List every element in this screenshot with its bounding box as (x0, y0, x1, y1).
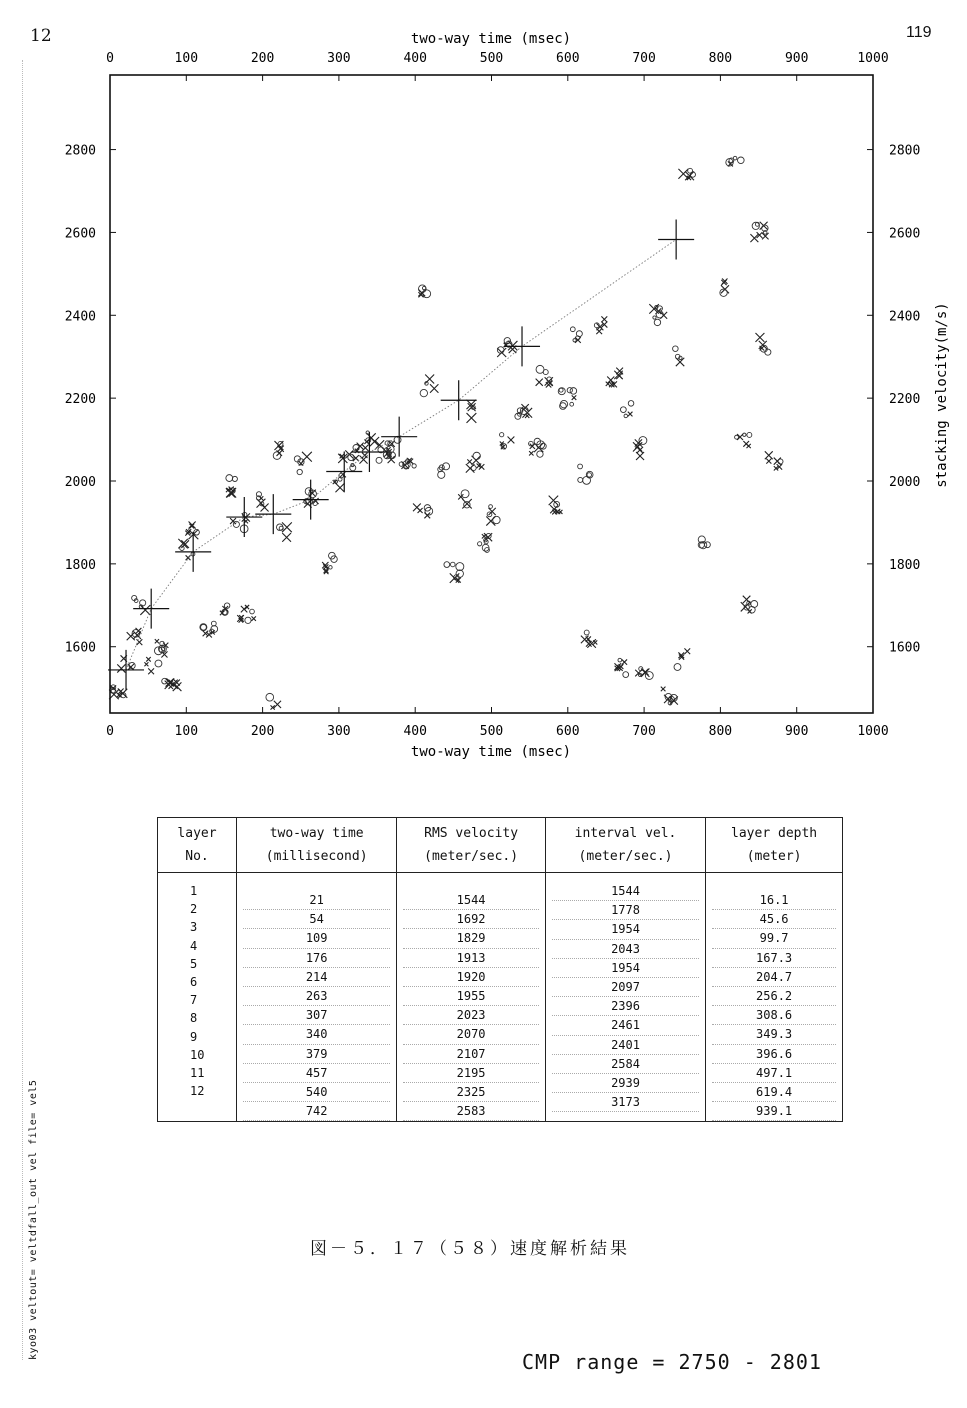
table-cell: 2023 (403, 1006, 539, 1025)
table-cell: 1544 (552, 882, 699, 901)
semblance-mark (201, 624, 207, 630)
table-cell: 349.3 (712, 1025, 836, 1044)
table-cell: 379 (243, 1045, 390, 1064)
semblance-mark (661, 687, 666, 692)
header-line: No. (185, 849, 209, 864)
cmp-range: CMP range = 2750 - 2801 (522, 1350, 822, 1374)
table-cell: 2584 (552, 1055, 699, 1074)
semblance-mark (245, 617, 251, 623)
semblance-mark (673, 346, 679, 352)
semblance-mark (558, 510, 562, 514)
semblance-mark (456, 563, 464, 571)
table-header-row (158, 818, 843, 873)
y-tick-label-right: 2000 (889, 475, 921, 490)
velocity-pick (504, 326, 540, 366)
table-cell: 99.7 (712, 929, 836, 948)
semblance-mark (765, 451, 773, 459)
table-cell: 1954 (552, 959, 699, 978)
semblance-mark (570, 388, 577, 395)
table-cell: 1544 (403, 891, 539, 910)
header-line: RMS velocity (424, 826, 519, 841)
semblance-mark (466, 464, 475, 473)
semblance-mark (623, 672, 629, 678)
semblance-mark (653, 316, 656, 319)
x-tick-label-bottom: 700 (632, 724, 656, 739)
semblance-mark (226, 475, 233, 482)
semblance-mark (584, 630, 589, 635)
y-tick-label-left: 2200 (64, 392, 96, 408)
semblance-mark (576, 331, 582, 337)
table-cell: 4 (190, 938, 198, 953)
semblance-mark (622, 659, 627, 664)
table-cell: 167.3 (712, 949, 836, 968)
semblance-mark (194, 529, 200, 535)
x-tick-label-bottom: 100 (174, 724, 199, 739)
semblance-mark (232, 476, 237, 481)
velocity-pick (226, 497, 262, 537)
table-cell: 11 (190, 1065, 205, 1080)
semblance-mark (186, 555, 191, 560)
y-tick-label-left: 2000 (64, 475, 96, 490)
semblance-mark (620, 407, 626, 413)
x-tick-label-bottom: 900 (784, 724, 809, 739)
axes (65, 51, 921, 739)
semblance-mark (128, 664, 134, 670)
table-cell: 2939 (552, 1074, 699, 1093)
semblance-mark (473, 452, 480, 459)
semblance-mark (277, 450, 283, 456)
table-cell: 340 (243, 1025, 390, 1044)
semblance-mark (578, 464, 583, 469)
semblance-mark (560, 400, 567, 407)
page-number-left: 12 (30, 26, 52, 46)
semblance-mark (637, 447, 643, 453)
semblance-mark (628, 401, 634, 407)
table-cell: 204.7 (712, 968, 836, 987)
x-tick-label-top: 0 (106, 51, 114, 66)
header-interval (545, 818, 705, 873)
velocity-pick (108, 650, 144, 690)
table-cell: 2195 (403, 1064, 539, 1083)
table-cell: 2070 (403, 1025, 539, 1044)
side-note: kyo03 veltout= veltdfall_out vel file= vel5 (28, 1079, 39, 1360)
table-cell: 540 (243, 1083, 390, 1102)
semblance-mark (155, 660, 162, 667)
semblance-mark (173, 682, 182, 691)
semblance-mark (274, 701, 281, 708)
y-tick-label-left: 1800 (64, 557, 96, 573)
table-cell: 1955 (403, 987, 539, 1006)
semblance-mark (362, 445, 369, 452)
semblance-mark (370, 437, 379, 446)
table-cell: 1692 (403, 910, 539, 929)
velocity-function-line (126, 239, 676, 669)
x-tick-label-top: 400 (403, 51, 427, 66)
x-tick-label-bottom: 500 (479, 724, 504, 739)
header-rms (397, 818, 546, 873)
x-tick-label-bottom: 0 (106, 724, 114, 739)
semblance-mark (118, 689, 127, 698)
table-cell: 1 (190, 884, 198, 898)
semblance-mark (559, 388, 563, 392)
y-tick-label-right: 1800 (889, 557, 921, 573)
table-cell: 2325 (403, 1083, 539, 1102)
semblance-mark (570, 402, 574, 406)
table-cell: 1920 (403, 968, 539, 987)
table-cell: 54 (243, 910, 390, 929)
semblance-mark (733, 156, 737, 160)
semblance-mark (140, 600, 146, 606)
semblance-mark (624, 414, 628, 418)
header-line: (millisecond) (265, 849, 368, 864)
semblance-mark (136, 628, 142, 634)
velocity-pick (133, 589, 169, 629)
semblance-mark (418, 508, 423, 513)
semblance-mark (766, 459, 771, 464)
x-tick-label-top: 100 (174, 51, 199, 66)
velocity-pick (293, 480, 329, 520)
y-tick-label-right: 1600 (889, 640, 921, 656)
table-cell: 256.2 (712, 987, 836, 1006)
y-tick-label-right: 2400 (889, 309, 921, 325)
semblance-mark (755, 333, 764, 342)
table-cell: 497.1 (712, 1064, 836, 1083)
semblance-mark (412, 464, 416, 468)
semblance-mark (461, 490, 469, 498)
semblance-mark (536, 379, 543, 386)
table-cell: 21 (243, 891, 390, 910)
semblance-mark (537, 451, 543, 457)
table-cell: 1913 (403, 949, 539, 968)
x-tick-label-bottom: 600 (556, 724, 580, 739)
figure-caption: 図－５．１７（５８）速度解析結果 (310, 1239, 630, 1259)
table-cell: 396.6 (712, 1045, 836, 1064)
x-tick-label-top: 300 (327, 51, 351, 66)
table-cell: 7 (190, 993, 198, 1008)
semblance-mark (607, 376, 614, 383)
table-cell: 9 (190, 1029, 198, 1044)
semblance-mark (357, 443, 364, 450)
table-cell: 1829 (403, 929, 539, 948)
semblance-mark (660, 312, 667, 319)
semblance-mark (451, 562, 456, 567)
semblance-mark (676, 358, 684, 366)
col-interval (545, 873, 705, 1122)
semblance-mark (425, 375, 434, 384)
semblance-mark (572, 395, 577, 400)
header-line: interval vel. (574, 826, 677, 841)
table-cell: 1954 (552, 920, 699, 939)
header-line: (meter/sec.) (424, 849, 519, 864)
x-axis-title-bottom: two-way time (msec) (410, 744, 572, 760)
table-cell: 939.1 (712, 1102, 836, 1121)
header-line: layer depth (731, 826, 818, 841)
header-line: layer (177, 826, 217, 841)
col-depth (706, 873, 843, 1122)
semblance-mark (423, 290, 431, 298)
semblance-mark (570, 327, 575, 332)
x-axis-title-top: two-way time (msec) (410, 31, 572, 47)
velocity-pick (658, 219, 694, 259)
semblance-mark (282, 533, 291, 542)
y-tick-label-left: 2600 (64, 226, 96, 242)
semblance-mark (500, 433, 504, 437)
semblance-mark (639, 437, 647, 445)
plot-frame (110, 75, 873, 713)
col-time (237, 873, 397, 1122)
semblance-mark (329, 566, 332, 569)
velocity-pick (175, 532, 211, 572)
table-body-row (158, 873, 843, 1122)
x-tick-label-top: 1000 (857, 51, 889, 66)
x-tick-label-bottom: 800 (708, 724, 733, 739)
semblance-mark (684, 648, 690, 654)
semblance-mark (430, 384, 438, 392)
semblance-mark (497, 347, 504, 354)
semblance-mark (261, 503, 269, 511)
semblance-mark (705, 542, 711, 548)
header-layer (158, 818, 237, 873)
semblance-mark (618, 658, 622, 662)
x-tick-label-top: 900 (784, 51, 809, 66)
x-tick-label-bottom: 200 (250, 724, 275, 739)
velocity-pick (351, 432, 387, 472)
header-time (237, 818, 397, 873)
table-cell: 45.6 (712, 910, 836, 929)
table-cell: 1778 (552, 901, 699, 920)
col-rms (397, 873, 546, 1122)
table-cell: 16.1 (712, 891, 836, 910)
semblance-mark (489, 505, 493, 509)
table-cell: 2396 (552, 997, 699, 1016)
header-line: (meter) (746, 849, 802, 864)
semblance-mark (467, 459, 472, 464)
table-cell: 3 (190, 920, 198, 935)
page-number-right: 119 (906, 24, 932, 41)
semblance-mark (241, 606, 247, 612)
semblance-mark (688, 168, 693, 173)
semblance-mark (444, 562, 450, 568)
semblance-mark (251, 616, 255, 620)
table-cell: 176 (243, 949, 390, 968)
x-tick-label-top: 500 (479, 51, 504, 66)
semblance-mark (747, 432, 752, 437)
table-cell: 2461 (552, 1016, 699, 1035)
table-cell: 742 (243, 1102, 390, 1121)
semblance-mark (645, 672, 653, 680)
semblance-mark (774, 458, 781, 465)
semblance-mark (148, 668, 154, 674)
table-cell: 8 (190, 1011, 198, 1026)
velocity-pick (441, 380, 477, 420)
table-cell: 307 (243, 1006, 390, 1025)
semblance-mark (420, 389, 427, 396)
semblance-mark (146, 657, 151, 662)
semblance-mark (478, 542, 482, 546)
semblance-mark (529, 451, 533, 455)
semblance-mark (486, 517, 495, 526)
semblance-mark (144, 662, 148, 666)
semblance-mark (464, 502, 470, 508)
semblance-mark (266, 693, 274, 701)
velocity-function-polyline (126, 239, 676, 669)
table-cell: 5 (190, 956, 198, 971)
x-tick-label-top: 800 (708, 51, 733, 66)
table-cell: 3173 (552, 1093, 699, 1112)
table-cell: 214 (243, 968, 390, 987)
table-cell: 2107 (403, 1045, 539, 1064)
semblance-mark (450, 573, 459, 582)
y-tick-label-right: 2600 (889, 226, 921, 242)
semblance-mark (136, 639, 142, 645)
table-cell: 109 (243, 929, 390, 948)
x-tick-label-top: 600 (556, 51, 580, 66)
table-cell: 2401 (552, 1036, 699, 1055)
y-tick-label-left: 1600 (64, 640, 96, 656)
semblance-mark (654, 319, 660, 325)
semblance-mark (438, 471, 445, 478)
semblance-mark (628, 412, 633, 417)
semblance-mark (738, 157, 745, 164)
header-line: two-way time (269, 826, 364, 841)
table-cell: 2583 (403, 1102, 539, 1121)
velocity-picks (108, 219, 694, 689)
semblance-mark (601, 316, 607, 322)
semblance-mark (297, 469, 302, 474)
header-line: (meter/sec.) (578, 849, 673, 864)
semblance-mark (747, 444, 751, 448)
header-depth (706, 818, 843, 873)
y-tick-label-left: 2800 (64, 143, 96, 159)
semblance-mark (422, 286, 425, 289)
table-cell: 308.6 (712, 1006, 836, 1025)
semblance-mark (155, 639, 159, 643)
table-cell: 2043 (552, 940, 699, 959)
semblance-mark (587, 473, 591, 477)
table-cell: 6 (190, 974, 198, 989)
semblance-mark (737, 434, 743, 440)
semblance-mark (743, 433, 746, 436)
semblance-mark (117, 664, 125, 672)
col-layer (158, 873, 237, 1122)
x-tick-label-bottom: 1000 (857, 724, 889, 739)
table-cell: 2097 (552, 978, 699, 997)
y-tick-label-left: 2400 (64, 309, 96, 325)
table-cell: 2 (190, 902, 198, 917)
semblance-mark (583, 476, 591, 484)
x-tick-label-top: 200 (250, 51, 275, 66)
semblance-mark (362, 453, 367, 458)
y-tick-label-right: 2200 (889, 392, 921, 408)
semblance-mark (674, 664, 681, 671)
semblance-mark (578, 477, 583, 482)
table-cell: 10 (190, 1047, 205, 1062)
table-cell: 263 (243, 987, 390, 1006)
semblance-mark (189, 521, 196, 528)
semblance-mark (335, 483, 344, 492)
table-cell: 457 (243, 1064, 390, 1083)
semblance-mark (467, 413, 477, 423)
semblance-mark (250, 609, 255, 614)
semblance-mark (376, 457, 382, 463)
x-tick-label-top: 700 (632, 51, 656, 66)
velocity-results-table (157, 817, 843, 1122)
table-cell: 619.4 (712, 1083, 836, 1102)
x-tick-label-bottom: 400 (403, 724, 427, 739)
table-cell: 12 (190, 1084, 205, 1099)
y-tick-label-right: 2800 (889, 143, 921, 159)
semblance-mark (508, 437, 515, 444)
semblance-mark (536, 365, 544, 373)
x-tick-label-bottom: 300 (327, 724, 351, 739)
y-axis-title: stacking velocity(m/s) (934, 302, 950, 488)
